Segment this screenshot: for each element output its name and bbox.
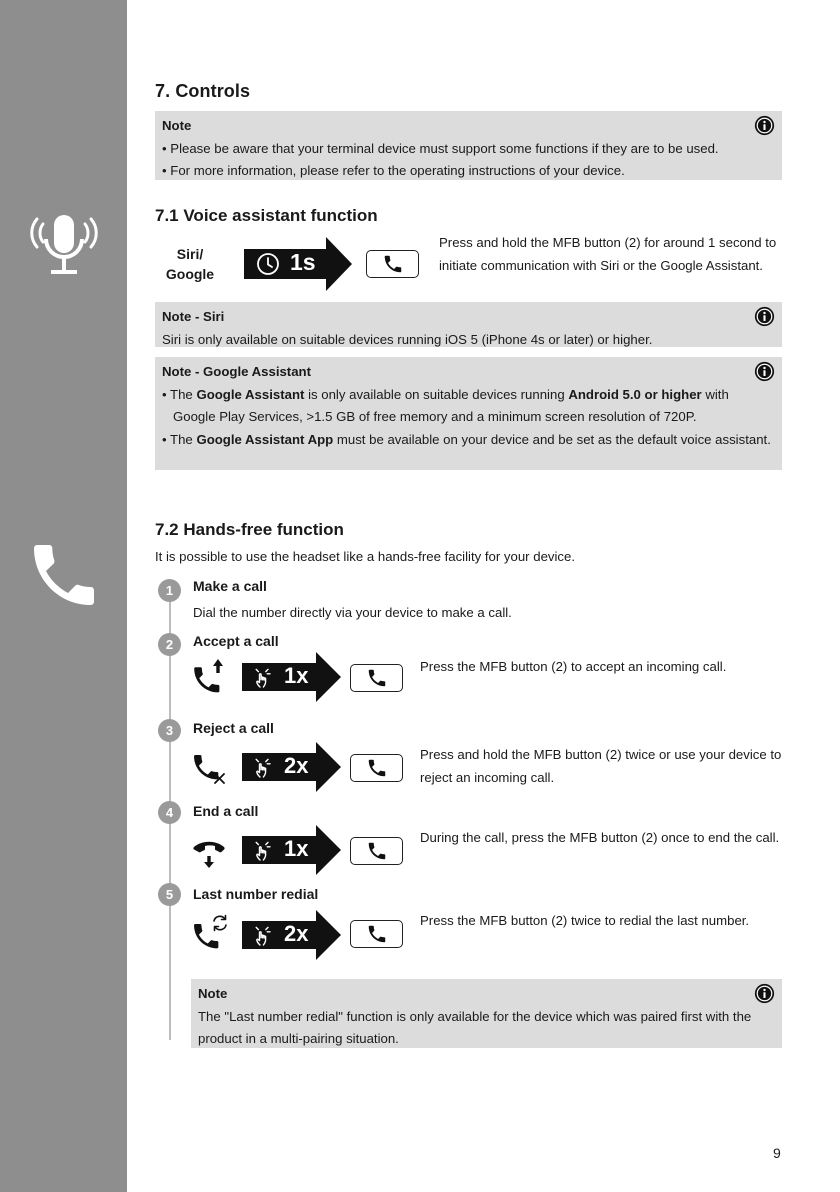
- mfb-button: [350, 664, 403, 692]
- step-title: Accept a call: [193, 633, 279, 649]
- note-bullet: • Please be aware that your terminal device must support some functions if they are to be used.: [162, 140, 719, 156]
- info-icon: [754, 115, 775, 136]
- step-desc: During the call, press the MFB button (2) once to end the call.: [420, 830, 780, 845]
- mfb-button: [350, 754, 403, 782]
- press-arrow: [242, 742, 342, 792]
- step-number: 4: [158, 801, 181, 824]
- step-desc: Press and hold the MFB button (2) twice or use your device to reject an incoming call.: [420, 747, 782, 785]
- step-number: 1: [158, 579, 181, 602]
- step-title: Reject a call: [193, 720, 274, 736]
- microphone-icon: [24, 207, 104, 287]
- note-general: [155, 111, 782, 180]
- note-text: Siri is only available on suitable devices running iOS 5 (iPhone 4s or later) or higher.: [162, 331, 653, 347]
- press-arrow: [242, 825, 342, 875]
- note-title: Note - Siri: [162, 309, 225, 324]
- info-icon: [754, 983, 775, 1004]
- section-title: 7. Controls: [155, 81, 251, 101]
- note-bullet: • For more information, please refer to the operating instructions of your device.: [162, 163, 625, 178]
- step-desc: Press the MFB button (2) to accept an incoming call.: [420, 659, 727, 674]
- page-number: 9: [773, 1145, 781, 1161]
- step-number: 2: [158, 633, 181, 656]
- press-arrow: [242, 652, 342, 702]
- voice-desc: Press and hold the MFB button (2) for around 1 second to initiate communication with Siri or the Google Assistant.: [439, 235, 777, 273]
- press-duration: 1s: [290, 249, 316, 275]
- press-arrow: [242, 910, 342, 960]
- note-google: [155, 357, 782, 470]
- note-redial: [191, 979, 782, 1048]
- mfb-button: [350, 837, 403, 865]
- section-title: 7.1 Voice assistant function: [155, 206, 378, 225]
- info-icon: [754, 306, 775, 327]
- step-title: Last number redial: [193, 886, 319, 902]
- mfb-button: [350, 920, 403, 948]
- note-title: Note: [198, 986, 228, 1001]
- step-title: End a call: [193, 803, 259, 819]
- step-number: 3: [158, 719, 181, 742]
- note-title: Note - Google Assistant: [162, 364, 311, 379]
- note-title: Note: [162, 118, 192, 133]
- siri-google-label: [155, 244, 225, 284]
- step-title: Make a call: [193, 578, 267, 594]
- step-desc: Dial the number directly via your device to make a call.: [193, 605, 512, 620]
- note-siri: [155, 302, 782, 347]
- press-count: 2x: [284, 753, 309, 778]
- step-desc: Press the MFB button (2) twice to redial the last number.: [420, 913, 750, 928]
- phone-redial-icon: [190, 913, 234, 953]
- phone-icon: [24, 535, 104, 615]
- press-arrow: [244, 237, 354, 291]
- section-title: 7.2 Hands-free function: [155, 520, 344, 539]
- handsfree-intro: It is possible to use the headset like a hands-free facility for your device.: [155, 549, 576, 564]
- phone-end-icon: [190, 830, 234, 870]
- press-count: 1x: [284, 836, 309, 861]
- phone-accept-icon: [190, 657, 234, 697]
- label-siri: Siri/: [176, 246, 204, 262]
- note-bullet: • The Google Assistant is only available on suitable devices running Android 5.0 or higher with Google Play Services, >1.5 GB of free memory and a minimum screen resolution of 720P.: [162, 386, 729, 424]
- sidebar: [0, 0, 127, 1192]
- step-number: 5: [158, 883, 181, 906]
- press-count: 2x: [284, 921, 309, 946]
- press-count: 1x: [284, 663, 309, 688]
- note-bullet: • The Google Assistant App must be available on your device and be set as the default voice assistant.: [162, 431, 771, 447]
- label-google: Google: [165, 266, 215, 282]
- note-text: The "Last number redial" function is only available for the device which was paired first with the product in a multi-pairing situation.: [198, 1008, 752, 1046]
- mfb-button: [366, 250, 419, 278]
- phone-reject-icon: [190, 747, 234, 787]
- info-icon: [754, 361, 775, 382]
